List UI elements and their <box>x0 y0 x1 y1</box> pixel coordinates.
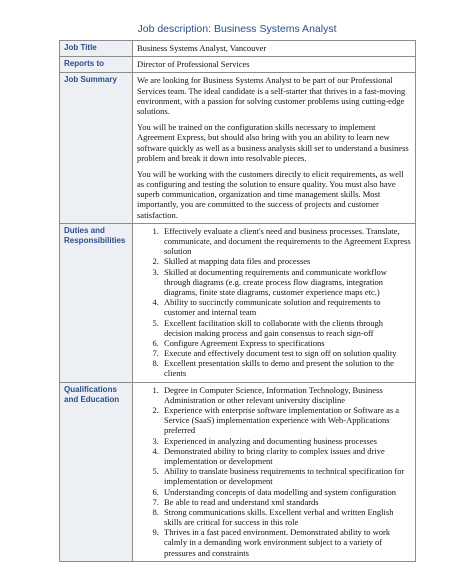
duty-item: 4. Ability to succinctly communicate solution and requirements to customer and internal team <box>161 297 411 317</box>
duties-label: Duties and Responsibilities <box>60 223 133 382</box>
summary-paragraph: You will be working with the customers directly to elicit requirements, as well as configuring and testing the solution to ensure quality. You must also have superb communication, organization and time management skills. Most importantly, you are committed to the success of projects and customer satisfaction. <box>137 168 404 220</box>
duties-list <box>137 226 411 379</box>
qualifications-row <box>60 382 416 561</box>
duties-content <box>133 223 416 382</box>
qualification-item: 6. Understanding concepts of data modelling and system configuration <box>161 487 411 497</box>
reports-to-label: Reports to <box>60 57 133 73</box>
summary-paragraph: We are looking for Business Systems Analyst to be part of our Professional Services team. The ideal candidate is a self-starter that thrives in a fast-moving environment, with a passion for solving customer problems using cutting-edge solutions. <box>137 75 406 116</box>
qualification-item: 9. Thrives in a fast paced environment. Demonstrated ability to work calmly in a demanding work environment subject to a variety of pressures and constraints <box>161 527 411 558</box>
job-title-label: Job Title <box>60 41 133 57</box>
job-summary-row <box>60 73 416 223</box>
reports-to-row <box>60 57 416 73</box>
reports-to-value: Director of Professional Services <box>133 57 416 73</box>
qualifications-label: Qualifications and Education <box>60 382 133 561</box>
duty-item: 6. Configure Agreement Express to specifications <box>161 338 411 348</box>
qualification-item: 3. Experienced in analyzing and documenting business processes <box>161 436 411 446</box>
qualifications-content <box>133 382 416 561</box>
job-title-row <box>60 41 416 57</box>
duty-item: 2. Skilled at mapping data files and processes <box>161 256 411 266</box>
qualification-item: 5. Ability to translate business requirements to technical specification for implementation or development <box>161 466 411 486</box>
job-summary-label: Job Summary <box>60 73 133 223</box>
duty-item: 3. Skilled at documenting requirements and communicate workflow through diagrams (e.g. create process flow diagrams, integration diagrams, finite state diagrams, customer experience maps etc.) <box>161 267 411 298</box>
qualification-item: 2. Experience with enterprise software implementation or Software as a Service (SaaS) implementation experience with Web-Applications preferred <box>161 405 411 436</box>
qualification-item: 4. Demonstrated ability to bring clarity to complex issues and drive implementation or development <box>161 446 411 466</box>
qualifications-list <box>137 385 411 558</box>
document-title: Job description: Business Systems Analyst <box>137 23 337 35</box>
summary-paragraph: You will be trained on the configuration skills necessary to implement Agreement Express, but should also bring with you an ability to learn new software quickly as well as a business analysis skill set to understand a business problem and break it down into resolvable pieces. <box>137 122 409 163</box>
qualification-item: 8. Strong communications skills. Excellent verbal and written English skills are critical for success in this role <box>161 507 411 527</box>
job-title-value: Business Systems Analyst, Vancouver <box>133 41 416 57</box>
duty-item: 7. Execute and effectively document test to sign off on solution quality <box>161 348 411 358</box>
duty-item: 8. Excellent presentation skills to demo and present the solution to the clients <box>161 358 411 378</box>
qualification-item: 7. Be able to read and understand xml standards <box>161 497 411 507</box>
qualification-item: 1. Degree in Computer Science, Information Technology, Business Administration or other relevant university discipline <box>161 385 411 405</box>
duty-item: 5. Excellent facilitation skill to collaborate with the clients through decision making process and gain consensus to reach sign-off <box>161 318 411 338</box>
duty-item: 1. Effectively evaluate a client's need and business processes. Translate, communicate, and document the requirements to the Agreement Express solution <box>161 226 411 257</box>
job-description-table <box>59 40 416 562</box>
job-summary-content <box>133 73 416 223</box>
duties-row <box>60 223 416 382</box>
